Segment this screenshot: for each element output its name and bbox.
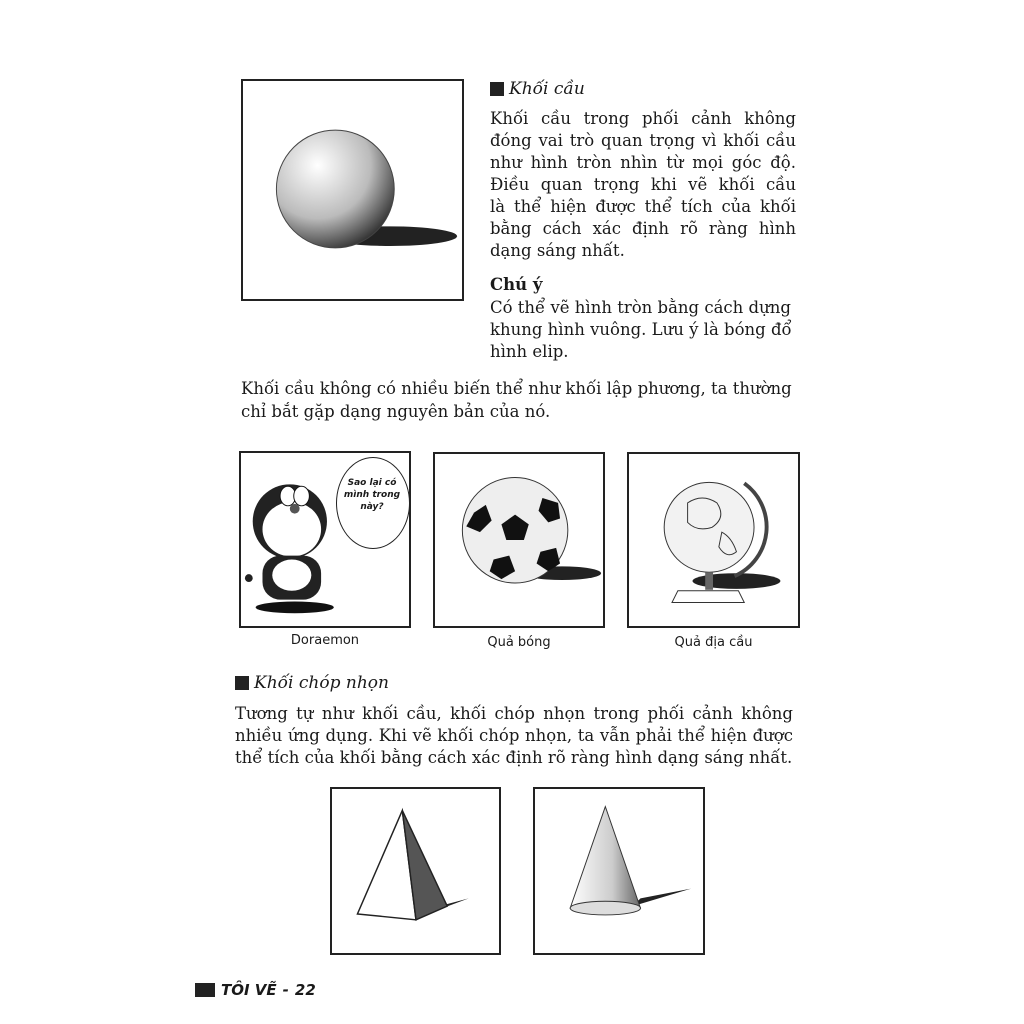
line: hình elip. bbox=[490, 342, 569, 361]
globe-illustration bbox=[627, 452, 800, 628]
caption-globe: Quả địa cầu bbox=[674, 635, 753, 650]
line: chỉ bắt gặp dạng nguyên bản của nó. bbox=[241, 402, 551, 421]
note-text bbox=[490, 297, 796, 363]
line: Khối cầu trong phối cảnh không bbox=[490, 109, 796, 128]
footer-bullet-icon bbox=[195, 983, 215, 997]
caption-soccer-ball: Quả bóng bbox=[487, 635, 551, 650]
caption-doraemon: Doraemon bbox=[290, 633, 360, 648]
heading-text: Khối cầu bbox=[509, 79, 585, 99]
line: Tương tự như khối cầu, khối chóp nhọn trong phối cảnh không bbox=[235, 704, 793, 723]
line: thể tích của khối bằng cách xác định rõ ràng hình dạng sáng nhất. bbox=[235, 748, 793, 767]
doraemon-illustration bbox=[239, 451, 411, 628]
page-number: 22 bbox=[294, 981, 316, 999]
line: khung hình vuông. Lưu ý là bóng đổ bbox=[490, 320, 792, 339]
heading-bullet-icon bbox=[490, 82, 504, 96]
line: đóng vai trò quan trọng vì khối cầu bbox=[490, 131, 796, 150]
note-title: Chú ý bbox=[490, 275, 543, 294]
speech-bubble-text: Sao lại có mình trong này? bbox=[343, 478, 401, 512]
heading-bullet-icon bbox=[235, 676, 249, 690]
cone-illustration bbox=[533, 787, 705, 955]
line: là thể hiện được thể tích của khối bbox=[490, 197, 796, 216]
soccer-ball-illustration bbox=[433, 452, 605, 628]
sphere-illustration bbox=[241, 79, 464, 301]
pyramid-heading bbox=[235, 673, 389, 693]
line: dạng sáng nhất. bbox=[490, 241, 625, 260]
line: Điều quan trọng khi vẽ khối cầu bbox=[490, 175, 796, 194]
sphere-summary bbox=[241, 377, 801, 423]
line: Khối cầu không có nhiều biến thể như khối lập phương, ta thường bbox=[241, 379, 792, 398]
sphere-paragraph bbox=[490, 108, 796, 262]
page-footer bbox=[195, 981, 316, 999]
sphere-heading bbox=[490, 79, 585, 99]
line: bằng cách xác định rõ ràng hình bbox=[490, 219, 796, 238]
heading-text: Khối chóp nhọn bbox=[254, 673, 389, 693]
line: như hình tròn nhìn từ mọi góc độ. bbox=[490, 153, 796, 172]
pyramid-illustration bbox=[330, 787, 501, 955]
footer-separator: - bbox=[282, 981, 289, 999]
book-title: TÔI VẼ bbox=[221, 981, 277, 999]
line: nhiều ứng dụng. Khi vẽ khối chóp nhọn, ta vẫn phải thể hiện được bbox=[235, 726, 793, 745]
pyramid-paragraph bbox=[235, 703, 793, 769]
line: Có thể vẽ hình tròn bằng cách dựng bbox=[490, 298, 791, 317]
